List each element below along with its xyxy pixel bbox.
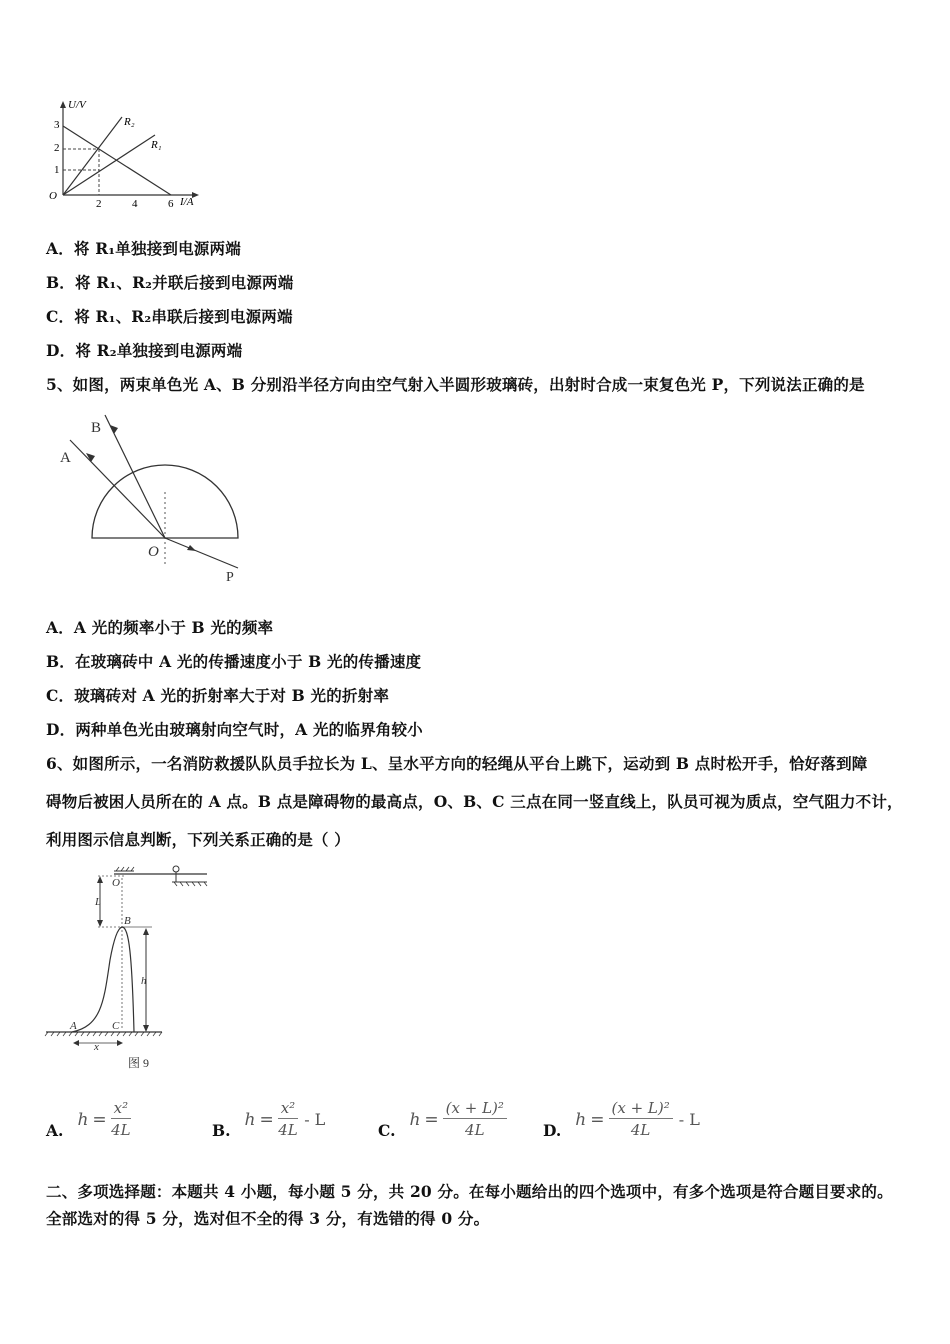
r1-label: R₁ xyxy=(151,139,162,151)
q6-stem-line-1: 6、如图所示，一名消防救援队队员手拉长为 L、呈水平方向的轻绳从平台上跳下，运动到 B 点时松开手，恰好落到障 xyxy=(46,754,868,773)
label-h: h xyxy=(141,975,147,987)
numerator: (x + L)² xyxy=(443,1098,507,1119)
fraction xyxy=(111,1098,131,1141)
section2-header-line-2: 全部选对的得 5 分，选对但不全的得 3 分，有选错的得 0 分。 xyxy=(46,1209,490,1228)
label-p: P xyxy=(226,570,234,585)
label-o: O xyxy=(112,877,120,889)
q5-option-d: D．两种单色光由玻璃射向空气时，A 光的临界角较小 xyxy=(46,720,423,739)
x-tick-4: 4 xyxy=(132,198,138,210)
x-tick-2: 2 xyxy=(96,198,102,210)
formula-eq: = xyxy=(590,1109,605,1130)
option-label: A. xyxy=(46,1121,64,1140)
q4-option-c: C．将 R₁、R₂串联后接到电源两端 xyxy=(46,307,293,326)
option-label: D. xyxy=(543,1121,562,1140)
q4-option-d: D．将 R₂单独接到电源两端 xyxy=(46,341,243,360)
r1-line xyxy=(63,135,155,195)
section2-header-line-1: 二、多项选择题：本题共 4 小题，每小题 5 分，共 20 分。在每小题给出的四个选项中，有多个选项是符合题目要求的。 xyxy=(46,1182,893,1201)
q4-option-b: B．将 R₁、R₂并联后接到电源两端 xyxy=(46,273,294,292)
q5-option-b: B．在玻璃砖中 A 光的传播速度小于 B 光的传播速度 xyxy=(46,652,422,671)
denominator: 4L xyxy=(111,1121,131,1139)
figure-caption: 图 9 xyxy=(128,1056,150,1070)
formula-eq: = xyxy=(259,1109,274,1130)
y-axis-label: U/V xyxy=(68,99,86,111)
rescue-figure xyxy=(42,860,217,1075)
numerator: (x + L)² xyxy=(609,1098,673,1119)
q4-option-a: A．将 R₁单独接到电源两端 xyxy=(46,239,241,258)
label-b: B xyxy=(124,915,131,927)
fraction xyxy=(443,1098,507,1141)
q6-stem-line-3: 利用图示信息判断，下列关系正确的是（ ） xyxy=(46,830,350,849)
formula-minus: - L xyxy=(678,1110,700,1129)
q5-option-a: A．A 光的频率小于 B 光的频率 xyxy=(46,618,274,637)
y-tick-2: 2 xyxy=(54,142,60,154)
q6-stem-line-2: 碍物后被困人员所在的 A 点。B 点是障碍物的最高点，O、B、C 三点在同一竖直线上，队员可视为质点，空气阻力不计， xyxy=(46,792,903,811)
x-axis-label: I/A xyxy=(180,196,194,208)
formula-h: h xyxy=(77,1109,89,1130)
q6-option-c xyxy=(378,1098,513,1141)
label-a: A xyxy=(70,1020,77,1032)
fraction xyxy=(609,1098,673,1141)
denominator: 4L xyxy=(278,1121,298,1139)
ray-a xyxy=(70,440,165,538)
formula-minus: - L xyxy=(304,1110,326,1129)
glass-brick-figure xyxy=(50,410,260,588)
y-tick-3: 3 xyxy=(54,119,60,131)
fraction xyxy=(278,1098,298,1141)
q6-option-d xyxy=(543,1098,700,1141)
label-c: C xyxy=(112,1020,120,1032)
formula-h: h xyxy=(244,1109,256,1130)
option-label: B. xyxy=(212,1121,231,1140)
label-a: A xyxy=(60,450,71,466)
label-l: L xyxy=(95,896,102,908)
u-i-graph xyxy=(40,95,210,210)
origin-label: O xyxy=(49,190,57,202)
formula-h: h xyxy=(409,1109,421,1130)
x-tick-6: 6 xyxy=(168,198,174,210)
obstacle-curve xyxy=(72,927,134,1032)
r2-line xyxy=(63,117,122,195)
q6-option-a xyxy=(46,1098,137,1141)
formula-eq: = xyxy=(92,1109,107,1130)
numerator: x² xyxy=(278,1098,298,1119)
numerator: x² xyxy=(111,1098,131,1119)
q6-option-b xyxy=(212,1098,325,1141)
formula-eq: = xyxy=(424,1109,439,1130)
denominator: 4L xyxy=(465,1121,485,1139)
q5-option-c: C．玻璃砖对 A 光的折射率大于对 B 光的折射率 xyxy=(46,686,390,705)
y-tick-1: 1 xyxy=(54,164,60,176)
label-x: x xyxy=(94,1041,99,1053)
formula-h: h xyxy=(575,1109,587,1130)
option-label: C. xyxy=(378,1121,396,1140)
q5-stem: 5、如图，两束单色光 A、B 分别沿半径方向由空气射入半圆形玻璃砖，出射时合成一束复色光 P，下列说法正确的是 xyxy=(46,375,865,394)
r2-label: R₂ xyxy=(124,116,135,128)
denominator: 4L xyxy=(630,1121,651,1139)
ray-p xyxy=(165,538,238,568)
label-b: B xyxy=(91,420,102,436)
label-o: O xyxy=(148,544,159,560)
